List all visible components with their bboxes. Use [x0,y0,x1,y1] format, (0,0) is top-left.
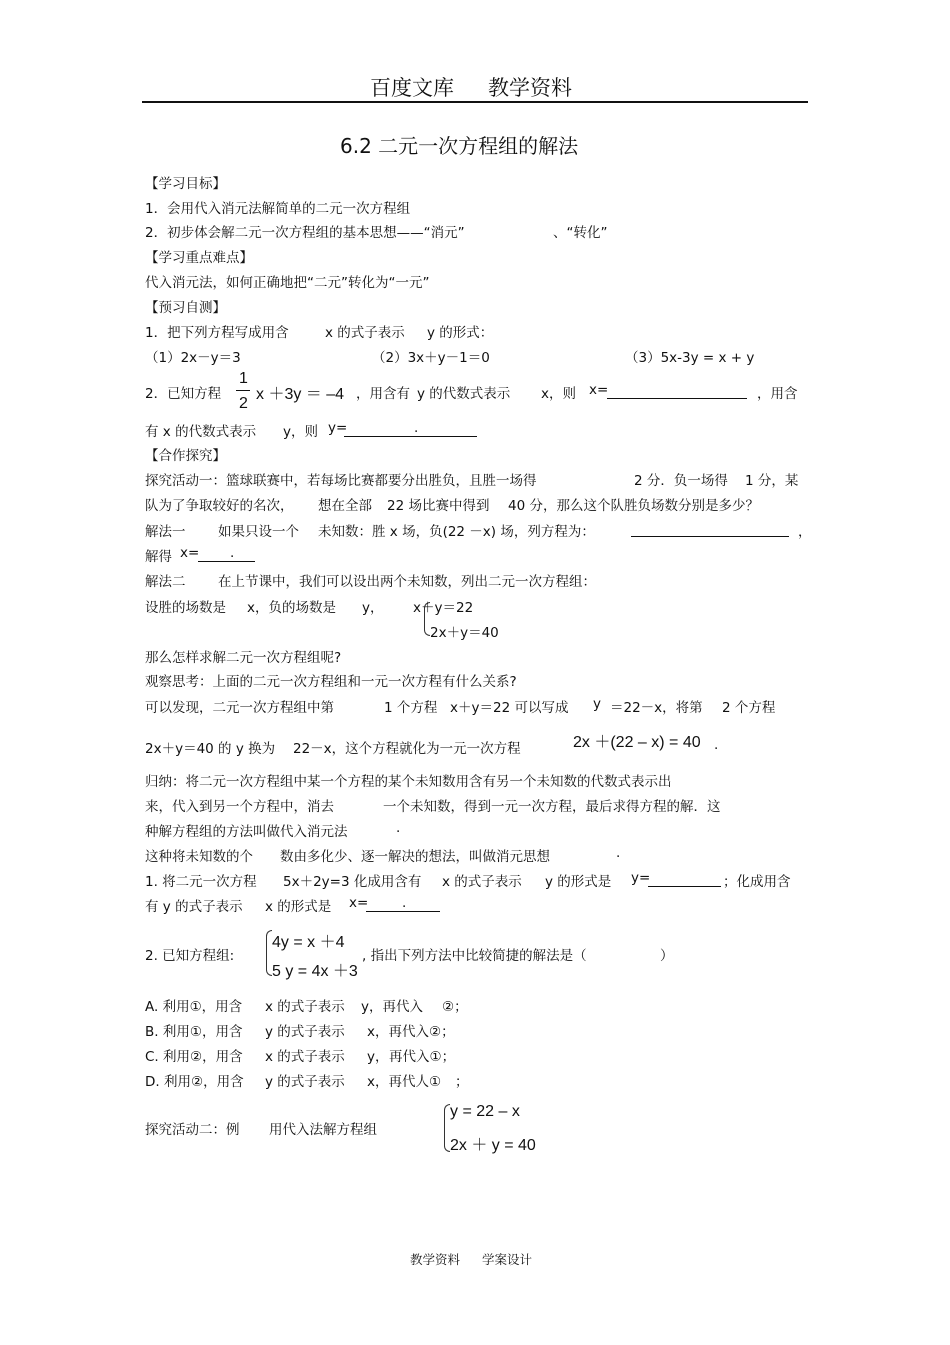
section-key-heading: 【学习重点难点】 [145,250,253,266]
solution1-text-f: x= [180,545,200,561]
exercise1-text-j: . [402,895,407,911]
activity1-text-g: 40 分，那么这个队胜负场数分别是多少？ [508,498,759,514]
system2-eq2: 2x ＋ y = 40 [450,1137,536,1154]
fraction-numerator: 1 [239,370,248,387]
page-title: 6.2 二元一次方程组的解法 [340,134,579,158]
activity2-text-a: 探究活动二：例 [145,1122,240,1138]
solution1-text-c: 未知数：胜 x 场，负(22 －x) 场，列方程为： [318,524,595,540]
finding-text-f: 2 个方程 [722,700,776,716]
footer-left: 教学资料 [410,1252,461,1267]
option-b-text-a[interactable]: B. 利用①，用含 [145,1024,243,1040]
substitute-text-a: 2x＋y＝40 的 y 换为 [145,741,276,757]
option-d-text-d: ； [455,1074,469,1090]
preview-eq-3: （3）5x-3y = x + y [625,350,755,366]
answer-blank-y[interactable] [344,421,477,437]
exercise1-text-b: 5x＋2y=3 化成用含有 [283,874,422,890]
activity1-text-e: 想在全部 [318,498,372,514]
header-left: 百度文库 [370,76,454,100]
footer-right: 学案设计 [482,1252,533,1267]
preview-q2-text-e: x= [589,382,609,398]
activity1-text-d: 队为了争取较好的名次， [145,498,294,514]
exercise1-text-h: x 的形式是 [265,899,332,915]
summary-line-3b: . [396,820,401,836]
preview-q1-text-a: 1．把下列方程写成用含 [145,325,289,341]
summary-line-4c: . [616,845,621,861]
finding-text-e: ＝22－x，将第 [610,700,703,716]
how-question: 那么怎样求解二元一次方程组呢? [145,650,342,666]
system2-eq1: y = 22 – x [450,1103,520,1120]
observe-think: 观察思考：上面的二元一次方程组和一元一次方程有什么关系? [145,674,517,690]
summary-line-2b: 一个未知数，得到一元一次方程，最后求得方程的解．这 [383,799,721,815]
option-a-text-c: y，再代入 [361,999,423,1015]
exercise1-text-g: 有 y 的式子表示 [145,899,243,915]
substitute-equation: 2x ＋(22 – x) = 40 [573,734,701,751]
system0-eq2: 2x＋y＝40 [430,625,499,641]
preview-q2-text-d: x，则 [541,386,576,402]
option-c-text-d: 再代入①； [389,1049,456,1065]
summary-line-3a: 种解方程组的方法叫做代入消元法 [145,824,348,840]
exercise1-text-e: y= [631,870,651,886]
solution1-text-e: 解得 [145,549,172,565]
substitute-dot: . [714,737,719,753]
option-c-text-a[interactable]: C. 利用②，用含 [145,1049,243,1065]
answer-blank-y-form[interactable] [648,871,721,887]
preview-q3-text-c: y= [328,420,348,436]
option-d-text-c: x，再代人① [367,1074,442,1090]
solution2-text-e: y， [362,600,384,616]
preview-q3-text-a: 有 x 的代数式表示 [145,424,257,440]
exercise1-text-d: y 的形式是 [545,874,612,890]
option-d-text-a[interactable]: D. 利用②，用含 [145,1074,244,1090]
solution2-text-b: 在上节课中，我们可以设出两个未知数，列出二元一次方程组： [218,574,596,590]
option-a-text-d: ②； [442,999,468,1015]
exercise2-text-b: , 指出下列方法中比较简捷的解法是（ [362,948,587,964]
activity1-text-a: 探究活动一：篮球联赛中，若每场比赛都要分出胜负，且胜一场得 [145,473,537,489]
system0-eq1: x＋y＝22 [413,600,474,616]
summary-line-1: 归纳：将二元一次方程组中某一个方程的某个未知数用含有另一个未知数的代数式表示出 [145,774,672,790]
exercise1-text-f: ；化成用含 [723,874,791,890]
option-c-text-b: x 的式子表示 [265,1049,345,1065]
section-coop-heading: 【合作探究】 [145,448,226,464]
finding-text-a: 可以发现，二元一次方程组中第 [145,700,334,716]
exercise1-text-c: x 的式子表示 [442,874,522,890]
preview-eq-1: （1）2x－y＝3 [145,350,241,366]
option-a-text-b: x 的式子表示 [265,999,345,1015]
finding-text-d: y [593,696,601,712]
option-a-text-a[interactable]: A. 利用①，用含 [145,999,243,1015]
summary-line-4a: 这种将未知数的个 [145,849,253,865]
header-right: 教学资料 [488,76,572,100]
answer-blank-x-solution[interactable] [198,546,255,562]
activity1-text-b: 2 分．负一场得 [634,473,728,489]
goal-item-1: 1．会用代入消元法解简单的二元一次方程组 [145,201,411,217]
finding-text-c: x＋y＝22 可以写成 [450,700,569,716]
preview-q3-text-b: y，则 [283,424,318,440]
exercise1-text-i: x= [349,895,369,911]
fraction-denominator: 2 [239,395,248,412]
goal-item-2b: 、“转化” [553,225,608,241]
preview-q2-equation: x ＋3y ＝ –4 [256,386,345,403]
summary-line-2a: 来，代入到另一个方程中，消去 [145,799,334,815]
answer-blank-x[interactable] [607,383,747,399]
system1-eq2: 5 y = 4x ＋3 [272,963,358,980]
fraction-bar [236,390,250,391]
preview-q2-text-c: y 的代数式表示 [417,386,511,402]
solution2-text-d: x，负的场数是 [247,600,336,616]
answer-blank-equation[interactable] [631,521,789,537]
preview-eq-2: （2）3x＋y－1＝0 [372,350,490,366]
preview-q3-text-d: . [414,420,419,436]
solution1-text-b: 如果只设一个 [218,524,299,540]
exercise2-text-a: 2. 已知方程组: [145,948,235,964]
exercise1-text-a: 1. 将二元一次方程 [145,874,257,890]
solution2-label: 解法二 [145,574,186,590]
preview-q1-text-c: y 的形式： [427,325,494,341]
summary-line-4b: 数由多化少、逐一解决的想法，叫做消元思想 [280,849,550,865]
option-c-text-c: y， [367,1049,389,1065]
system1-eq1: 4y = x ＋4 [272,934,345,951]
section-preview-heading: 【预习自测】 [145,300,226,316]
substitute-text-b: 22－x，这个方程就化为一元一次方程 [293,741,521,757]
exercise2-text-c: ） [660,948,674,964]
option-b-text-b: y 的式子表示 [265,1024,345,1040]
preview-q2-text-a: 2．已知方程 [145,386,222,402]
solution1-label: 解法一 [145,524,186,540]
key-item-1: 代入消元法，如何正确地把“二元”转化为“一元” [145,275,430,291]
solution1-text-g: . [230,545,235,561]
solution2-text-c: 设胜的场数是 [145,600,226,616]
goal-item-2a: 2．初步体会解二元一次方程组的基本思想——“消元” [145,225,465,241]
preview-q2-text-b: ，用含有 [356,386,410,402]
option-b-text-c: x，再代入②； [367,1024,455,1040]
activity1-text-f: 22 场比赛中得到 [387,498,490,514]
preview-q2-text-f: ，用含 [757,386,798,402]
option-d-text-b: y 的式子表示 [265,1074,345,1090]
section-goals-heading: 【学习目标】 [145,176,226,192]
header-rule [142,101,808,103]
activity2-text-b: 用代入法解方程组 [269,1122,377,1138]
activity1-text-c: 1 分，某 [745,473,799,489]
solution1-text-d: ， [798,524,812,540]
finding-text-b: 1 个方程 [384,700,438,716]
preview-q1-text-b: x 的式子表示 [325,325,405,341]
